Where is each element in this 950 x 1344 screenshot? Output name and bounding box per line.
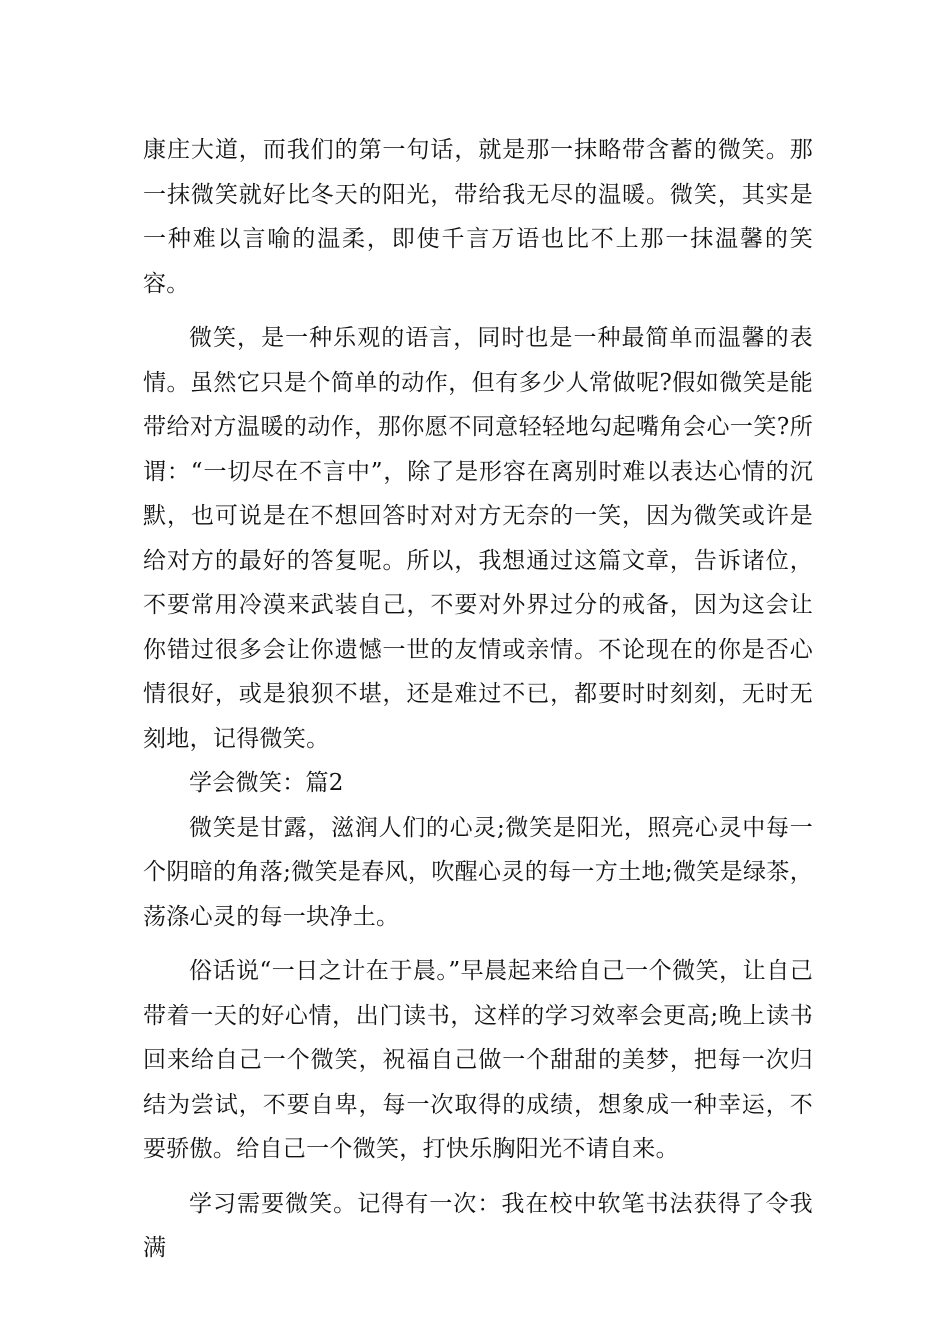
paragraph-gap — [143, 939, 813, 949]
paragraph-gap — [143, 306, 813, 316]
paragraph-gap — [143, 1172, 813, 1182]
section-heading: 学会微笑：篇2 — [189, 770, 344, 796]
paragraph-5: 学习需要微笑。记得有一次：我在校中软笔书法获得了令我满 — [143, 1190, 813, 1261]
document-body — [143, 128, 813, 1271]
paragraph-1: 康庄大道，而我们的第一句话，就是那一抹略带含蓄的微笑。那一抹微笑就好比冬天的阳光，带给我无尽的温暖。微笑，其实是一种难以言喻的温柔，即使千言万语也比不上那一抹温馨的笑容。 — [143, 137, 813, 297]
paragraph-4: 俗话说“一日之计在于晨。”早晨起来给自己一个微笑，让自己带着一天的好心情，出门读书，这样的学习效率会更高;晚上读书回来给自己一个微笑，祝福自己做一个甜甜的美梦，把每一次归结为尝试，不要自卑，每一次取得的成绩，想象成一种幸运，不要骄傲。给自己一个微笑，打快乐胸阳光不请自来。 — [143, 958, 813, 1162]
paragraph-3: 微笑是甘露，滋润人们的心灵;微笑是阳光，照亮心灵中每一个阴暗的角落;微笑是春风，吹醒心灵的每一方土地;微笑是绿茶，荡涤心灵的每一块净土。 — [143, 814, 813, 930]
paragraph-2: 微笑，是一种乐观的语言，同时也是一种最简单而温馨的表情。虽然它只是个简单的动作，但有多少人常做呢?假如微笑是能带给对方温暖的动作，那你愿不同意轻轻地勾起嘴角会心一笑?所谓：“一切尽在不言中”，除了是形容在离别时难以表达心情的沉默，也可说是在不想回答时对对方无奈的一笑，因为微笑或许是给对方的最好的答复呢。所以，我想通过这篇文章，告诉诸位，不要常用冷漠来武装自己，不要对外界过分的戒备，因为这会让你错过很多会让你遗憾一世的友情或亲情。不论现在的你是否心情很好，或是狼狈不堪，还是难过不已，都要时时刻刻，无时无刻地，记得微笑。 — [143, 325, 813, 752]
